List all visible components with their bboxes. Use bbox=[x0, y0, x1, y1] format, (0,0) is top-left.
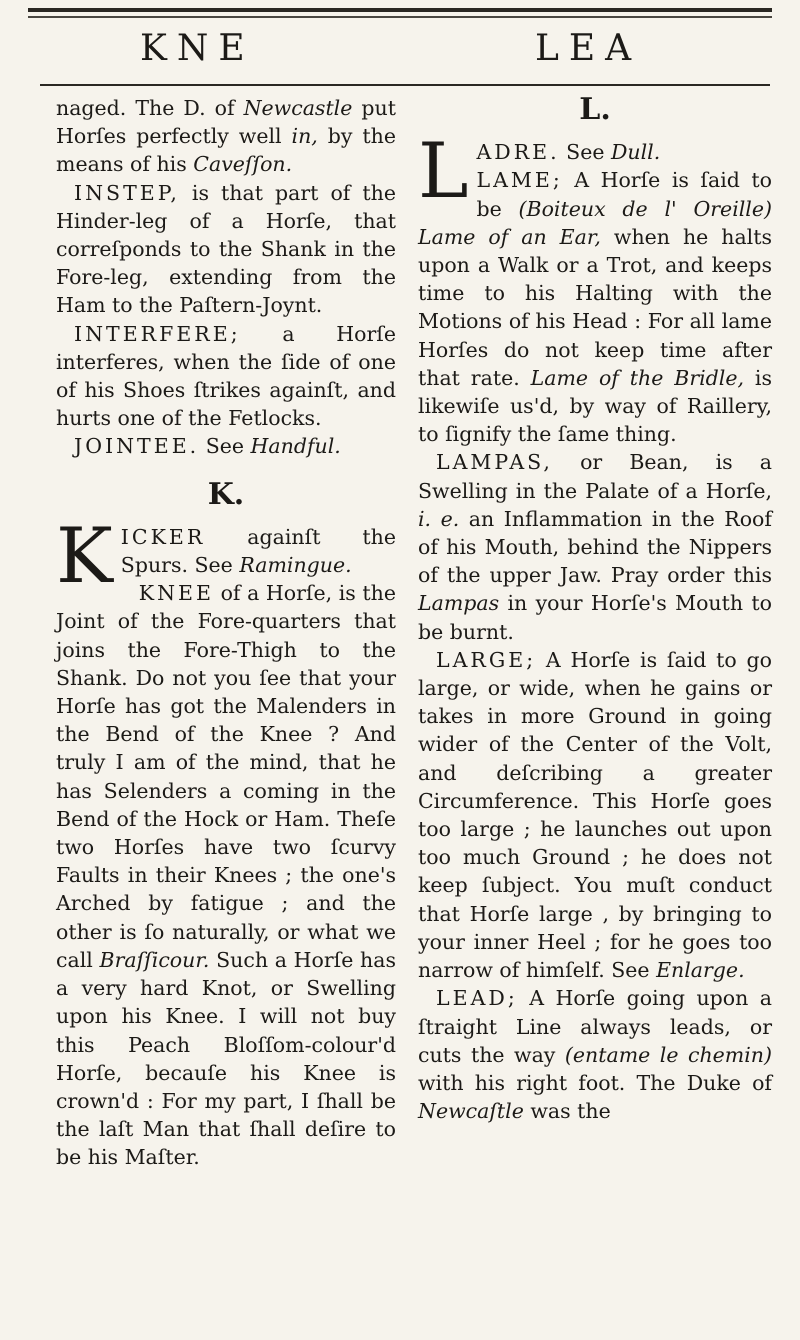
entry-interfere: INTERFERE; a Horſe interferes, when the ſide of one of his Shoes ſtrikes againſt, and hurts one of the Fetlocks. bbox=[56, 321, 396, 431]
entry-headword: KNEE bbox=[138, 581, 214, 606]
entry-continuation: naged. The D. of Newcastle put Horſes perfectly well in, by the means of his Caveſſon. bbox=[56, 96, 397, 177]
header-rule bbox=[40, 84, 770, 86]
top-border-rule-thin bbox=[28, 16, 772, 18]
entry-lampas: LAMPAS, or Bean, is a Swelling in the Palate of a Horſe, i. e. an Inflammation in the Roof of his Mouth, behind the Nippers of the upper Jaw. Pray order this Lampas in your Horſe's Mouth to be burnt. bbox=[418, 450, 772, 644]
entry-headword: INTERFERE; bbox=[74, 321, 241, 346]
top-border-rule bbox=[28, 8, 772, 12]
running-head-left: KNE bbox=[140, 28, 255, 69]
page-header bbox=[0, 28, 800, 78]
entry-ladre: LADRE. See Dull. bbox=[418, 126, 661, 216]
entry-jointee: JOINTEE. See Handful. bbox=[74, 434, 341, 459]
entry-knee: KNEE of a Horſe, is the Joint of the Fore-quarters that joins the Fore-Thigh to the Shank. Do not you ſee that your Horſe has got the Malenders in the Bend of the Knee ? And truly I am of the mind, that he has Selenders a coming in the Bend of the Hock or Ham. Theſe two Horſes have two ſcurvy Faults in their Knees ; the one's Arched by fatigue ; and the other is ſo naturally, or what we call Braſſicour. Such a Horſe has a very hard Knot, or Swelling upon his Knee. I will not buy this Peach Bloſſom-colour'd Horſe, becauſe his Knee is crown'd : For my part, I ſhall be the laſt Man that ſhall deſire to be his Maſter. bbox=[56, 581, 396, 1170]
entry-headword: INSTEP, bbox=[74, 180, 180, 205]
entry-lame: LAME; A Horſe is ſaid to be (Boiteux de l' Oreille) Lame of an Ear, when he halts upon a Walk or a Trot, and keeps time to his Halting with the Motions of his Head : For all lame Horſes do not keep time after that rate. Lame of the Bridle, is likewiſe us'd, by way of Raillery, to ſignify the ſame thing. bbox=[418, 168, 772, 447]
entry-headword: JOINTEE. bbox=[74, 434, 200, 459]
drop-cap: L bbox=[418, 126, 469, 216]
entry-large: LARGE; A Horſe is ſaid to go large, or wide, when he gains or takes in more Ground in going wider of the Center of the Volt, and deſcribing a greater Circumference. This Horſe goes too large ; he launches out upon too much Ground ; he does not keep ſubject. You muſt conduct that Horſe large , by bringing to your inner Heel ; for he goes too narrow of himſelf. See Enlarge. bbox=[418, 647, 772, 983]
drop-cap: K bbox=[56, 510, 113, 600]
section-letter-l: L. bbox=[579, 92, 611, 127]
right-column bbox=[418, 94, 772, 1125]
left-column bbox=[56, 94, 396, 1172]
entry-instep: INSTEP, is that part of the Hinder-leg of a Horſe, that correſponds to the Shank in the Fore-leg, extending from the Ham to the Paſtern-Joynt. bbox=[56, 180, 396, 318]
entry-kicker: KICKER againſt the Spurs. See Ramingue. bbox=[56, 510, 396, 600]
entry-headword: LAMPAS, bbox=[436, 450, 553, 475]
entry-headword: ADRE. bbox=[476, 140, 560, 165]
section-letter-k: K. bbox=[207, 476, 245, 512]
entry-headword: ICKER bbox=[120, 524, 206, 549]
entry-lead: LEAD; A Horſe going upon a ſtraight Line always leads, or cuts the way (entame le chemin) with his right foot. The Duke of Newcaſtle was the bbox=[418, 986, 772, 1124]
entry-headword: LEAD; bbox=[436, 986, 518, 1011]
running-head-right: LEA bbox=[535, 28, 642, 69]
entry-headword: LAME; bbox=[476, 168, 563, 193]
entry-headword: LARGE; bbox=[436, 647, 537, 672]
